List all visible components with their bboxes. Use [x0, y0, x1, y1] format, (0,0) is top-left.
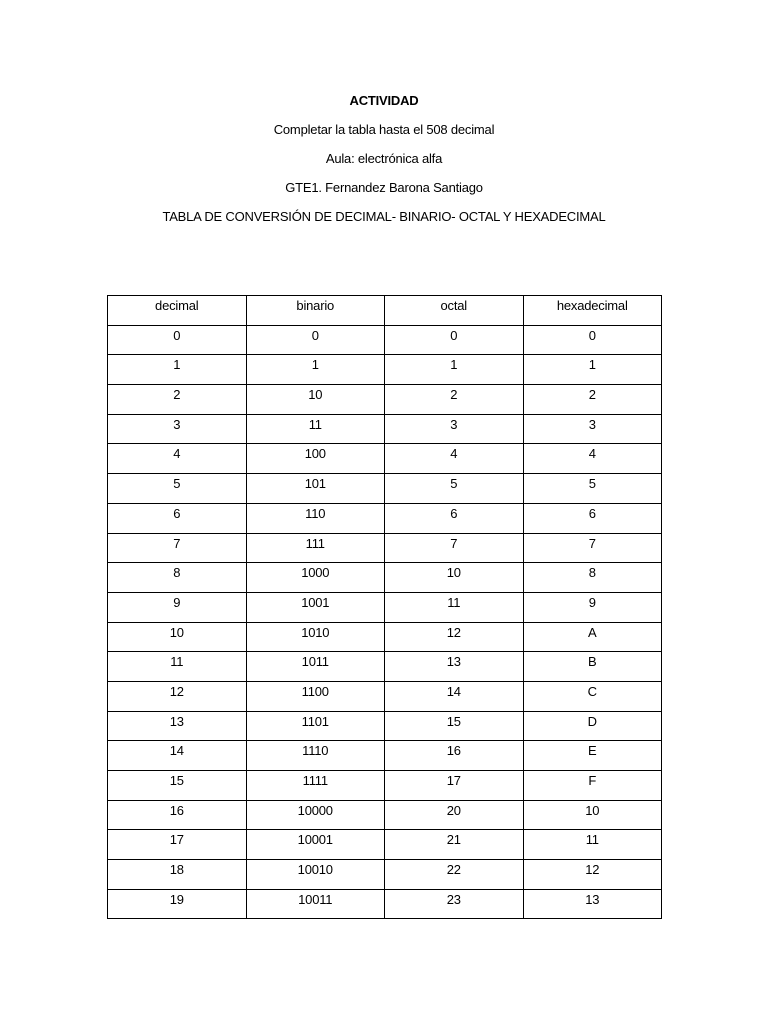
table-row	[108, 771, 662, 801]
table-heading: TABLA DE CONVERSIÓN DE DECIMAL- BINARIO- OCTAL Y HEXADECIMAL	[162, 209, 606, 224]
binario-cell: 111	[246, 533, 385, 563]
hexadecimal-cell: 3	[523, 414, 662, 444]
octal-cell: 22	[385, 860, 524, 890]
decimal-cell: 6	[108, 503, 247, 533]
column-header-binario: binario	[246, 296, 385, 326]
binario-cell: 1001	[246, 592, 385, 622]
hexadecimal-cell: 5	[523, 474, 662, 504]
octal-cell: 14	[385, 681, 524, 711]
binario-cell: 11	[246, 414, 385, 444]
decimal-cell: 12	[108, 681, 247, 711]
binario-cell: 10000	[246, 800, 385, 830]
table-row	[108, 533, 662, 563]
column-header-octal: octal	[385, 296, 524, 326]
octal-cell: 20	[385, 800, 524, 830]
hexadecimal-cell: A	[523, 622, 662, 652]
octal-cell: 0	[385, 325, 524, 355]
decimal-cell: 11	[108, 652, 247, 682]
table-row	[108, 325, 662, 355]
decimal-cell: 15	[108, 771, 247, 801]
decimal-cell: 14	[108, 741, 247, 771]
binario-cell: 1110	[246, 741, 385, 771]
binario-cell: 1	[246, 355, 385, 385]
table-row	[108, 414, 662, 444]
decimal-cell: 3	[108, 414, 247, 444]
table-row	[108, 800, 662, 830]
table-row	[108, 860, 662, 890]
hexadecimal-cell: 7	[523, 533, 662, 563]
octal-cell: 10	[385, 563, 524, 593]
table-row	[108, 444, 662, 474]
binario-cell: 0	[246, 325, 385, 355]
hexadecimal-cell: 10	[523, 800, 662, 830]
octal-cell: 7	[385, 533, 524, 563]
decimal-cell: 10	[108, 622, 247, 652]
octal-cell: 5	[385, 474, 524, 504]
table-header-row	[108, 296, 662, 326]
binario-cell: 100	[246, 444, 385, 474]
table-row	[108, 474, 662, 504]
table-row	[108, 592, 662, 622]
decimal-cell: 9	[108, 592, 247, 622]
binario-cell: 10010	[246, 860, 385, 890]
octal-cell: 11	[385, 592, 524, 622]
octal-cell: 6	[385, 503, 524, 533]
hexadecimal-cell: E	[523, 741, 662, 771]
octal-cell: 23	[385, 889, 524, 919]
instruction-text: Completar la tabla hasta el 508 decimal	[273, 122, 495, 137]
hexadecimal-cell: 4	[523, 444, 662, 474]
binario-cell: 1101	[246, 711, 385, 741]
decimal-cell: 17	[108, 830, 247, 860]
hexadecimal-cell: 12	[523, 860, 662, 890]
column-header-hexadecimal: hexadecimal	[523, 296, 662, 326]
hexadecimal-cell: C	[523, 681, 662, 711]
octal-cell: 3	[385, 414, 524, 444]
table-row	[108, 652, 662, 682]
decimal-cell: 19	[108, 889, 247, 919]
table-row	[108, 681, 662, 711]
decimal-cell: 16	[108, 800, 247, 830]
table-row	[108, 563, 662, 593]
decimal-cell: 13	[108, 711, 247, 741]
table-row	[108, 503, 662, 533]
table-row	[108, 830, 662, 860]
table-row	[108, 622, 662, 652]
hexadecimal-cell: B	[523, 652, 662, 682]
decimal-cell: 2	[108, 385, 247, 415]
hexadecimal-cell: D	[523, 711, 662, 741]
binario-cell: 10	[246, 385, 385, 415]
hexadecimal-cell: 11	[523, 830, 662, 860]
binario-cell: 110	[246, 503, 385, 533]
octal-cell: 4	[385, 444, 524, 474]
decimal-cell: 7	[108, 533, 247, 563]
octal-cell: 2	[385, 385, 524, 415]
table-row	[108, 355, 662, 385]
student-name: GTE1. Fernandez Barona Santiago	[285, 180, 483, 195]
binario-cell: 1111	[246, 771, 385, 801]
binario-cell: 1010	[246, 622, 385, 652]
octal-cell: 16	[385, 741, 524, 771]
binario-cell: 10001	[246, 830, 385, 860]
table-row	[108, 711, 662, 741]
hexadecimal-cell: 9	[523, 592, 662, 622]
octal-cell: 13	[385, 652, 524, 682]
table-row	[108, 741, 662, 771]
octal-cell: 21	[385, 830, 524, 860]
octal-cell: 17	[385, 771, 524, 801]
decimal-cell: 8	[108, 563, 247, 593]
binario-cell: 1000	[246, 563, 385, 593]
hexadecimal-cell: 0	[523, 325, 662, 355]
octal-cell: 15	[385, 711, 524, 741]
decimal-cell: 1	[108, 355, 247, 385]
column-header-decimal: decimal	[108, 296, 247, 326]
conversion-table	[107, 295, 662, 919]
decimal-cell: 0	[108, 325, 247, 355]
hexadecimal-cell: 6	[523, 503, 662, 533]
hexadecimal-cell: 2	[523, 385, 662, 415]
decimal-cell: 5	[108, 474, 247, 504]
decimal-cell: 4	[108, 444, 247, 474]
binario-cell: 1100	[246, 681, 385, 711]
aula-text: Aula: electrónica alfa	[325, 151, 443, 166]
binario-cell: 101	[246, 474, 385, 504]
hexadecimal-cell: 1	[523, 355, 662, 385]
octal-cell: 12	[385, 622, 524, 652]
table-row	[108, 889, 662, 919]
hexadecimal-cell: 13	[523, 889, 662, 919]
table-body	[108, 325, 662, 919]
document-title: ACTIVIDAD	[349, 93, 419, 108]
binario-cell: 10011	[246, 889, 385, 919]
table-row	[108, 385, 662, 415]
hexadecimal-cell: 8	[523, 563, 662, 593]
octal-cell: 1	[385, 355, 524, 385]
binario-cell: 1011	[246, 652, 385, 682]
decimal-cell: 18	[108, 860, 247, 890]
hexadecimal-cell: F	[523, 771, 662, 801]
